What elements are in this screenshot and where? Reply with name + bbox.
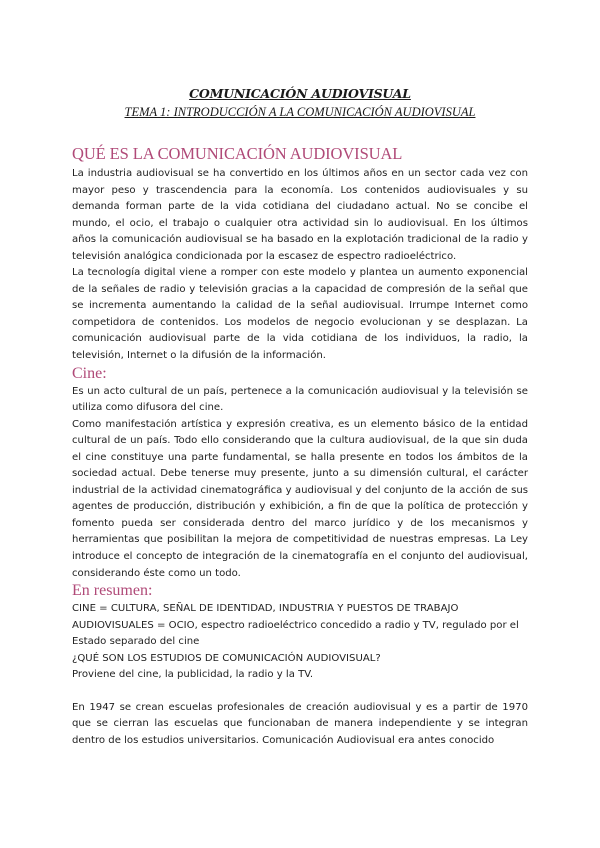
page-content: [72, 86, 528, 750]
paragraph: Como manifestación artística y expresión creativa, es un elemento básico de la entidad cultural de un país. Todo ello considerando que la cultura audiovisual, de la que sin duda el cine constituye una parte fundamental, se halla presente en todos los ámbitos de la sociedad actual. Debe tenerse muy presente, junto a su dimensión cultural, el carácter industrial de la actividad cinematográfica y audiovisual y del conjunto de la acción de sus agentes de producción, distribución y exhibición, a fin de que la política de protección y fomento pueda ser considerada dentro del marco jurídico y de los mecanismos y herramientas que posibilitan la mejora de competitividad de nuestras empresas. La Ley introduce el concepto de integración de la cinematografía en el conjunto del audiovisual, considerando éste como un todo.: [72, 418, 528, 579]
section-heading-resumen: En resumen:: [72, 582, 153, 600]
summary-line: AUDIOVISUALES = OCIO, espectro radioeléctrico concedido a radio y TV, regulado por el Estado separado del cine: [72, 619, 519, 648]
summary-line: ¿QUÉ SON LOS ESTUDIOS DE COMUNICACIÓN AUDIOVISUAL?: [72, 652, 381, 664]
paragraph: En 1947 se crean escuelas profesionales de creación audiovisual y es a partir de 1970 que se cierran las escuelas que funcionaban de manera independiente y se integran dentro de los estudios universitarios. Comunicación Audiovisual era antes conocido: [72, 701, 528, 746]
paragraph: La industria audiovisual se ha convertido en los últimos años en un sector cada vez con mayor peso y trascendencia para la economía. Los contenidos audiovisuales y su demanda forman parte de la vida cotidiana del ciudadano actual. No se concibe el mundo, el ocio, el trabajo o cualquier otra actividad sin lo audiovisual. En los últimos años la comunicación audiovisual se ha basado en la explotación tradicional de la radio y televisión analógica condicionada por la escasez de espectro radioeléctrico.: [72, 168, 528, 262]
document-subtitle: TEMA 1: INTRODUCCIÓN A LA COMUNICACIÓN AUDIOVISUAL: [124, 105, 476, 119]
paragraph: Es un acto cultural de un país, pertenece a la comunicación audiovisual y la televisión se utiliza como difusora del cine.: [72, 385, 528, 414]
summary-line: CINE = CULTURA, SEÑAL DE IDENTIDAD, INDUSTRIA Y PUESTOS DE TRABAJO: [72, 603, 459, 615]
section-heading-que-es: QUÉ ES LA COMUNICACIÓN AUDIOVISUAL: [72, 144, 403, 163]
paragraph: La tecnología digital viene a romper con este modelo y plantea un aumento exponencial de la señales de radio y televisión gracias a la capacidad de compresión de la señal que se incrementa aumentando la calidad de la señal audiovisual. Irrumpe Internet como competidora de contenidos. Los modelos de negocio evolucionan y se desplazan. La comunicación audiovisual parte de la vida cotidiana de los individuos, la radio, la televisión, Internet o la difusión de la información.: [72, 267, 528, 362]
document-title: COMUNICACIÓN AUDIOVISUAL: [189, 86, 411, 101]
spacer: [72, 684, 528, 700]
section-heading-cine: Cine:: [72, 364, 107, 382]
summary-line: Proviene del cine, la publicidad, la radio y la TV.: [72, 669, 314, 681]
